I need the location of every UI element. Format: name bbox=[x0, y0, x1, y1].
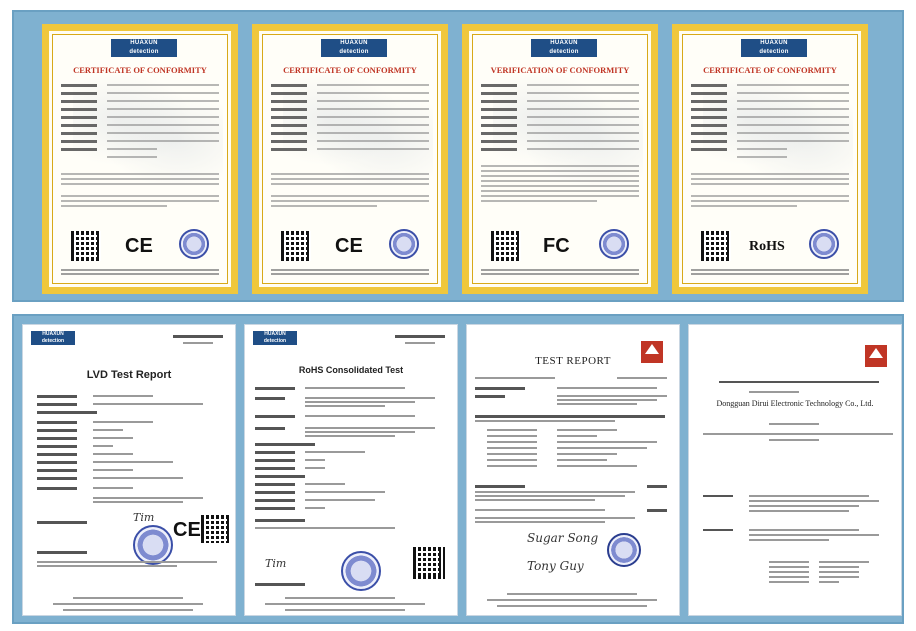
certificates-panel bbox=[12, 10, 904, 302]
seal-stamp-icon bbox=[133, 525, 173, 565]
seal-stamp-icon bbox=[607, 533, 641, 567]
emc-application-report bbox=[688, 324, 902, 616]
qr-code-icon bbox=[413, 547, 445, 579]
alpha-logo-icon bbox=[865, 345, 887, 367]
certificate-fields bbox=[481, 81, 639, 153]
certificate-fields bbox=[61, 81, 219, 161]
seal-stamp-icon bbox=[389, 229, 419, 259]
huaxun-logo: HUAXUN detection bbox=[31, 331, 75, 345]
test-report bbox=[466, 324, 680, 616]
lvd-test-report bbox=[22, 324, 236, 616]
qr-code-icon bbox=[71, 231, 101, 261]
certificate-title: VERIFICATION OF CONFORMITY bbox=[490, 65, 630, 75]
rohs-consolidated-test-report bbox=[244, 324, 458, 616]
certificate-fields bbox=[271, 81, 429, 153]
seal-stamp-icon bbox=[341, 551, 381, 591]
certificate-footer bbox=[481, 267, 639, 277]
seal-stamp-icon bbox=[809, 229, 839, 259]
certificate-inner-border bbox=[262, 34, 438, 284]
huaxun-logo: HUAXUN detection bbox=[741, 39, 807, 57]
signature: Sugar Song bbox=[527, 531, 599, 545]
ce-mark-icon: CE bbox=[335, 235, 363, 257]
certificate-ce-lvd bbox=[252, 24, 448, 294]
report-title: TEST REPORT bbox=[535, 355, 611, 367]
report-title: LVD Test Report bbox=[86, 369, 172, 381]
signature: Tim bbox=[133, 511, 155, 524]
huaxun-logo: HUAXUN detection bbox=[531, 39, 597, 57]
certificate-title: CERTIFICATE OF CONFORMITY bbox=[283, 65, 417, 75]
certificate-title: CERTIFICATE OF CONFORMITY bbox=[73, 65, 207, 75]
qr-code-icon bbox=[281, 231, 311, 261]
certificate-fcc bbox=[462, 24, 658, 294]
certificate-rohs bbox=[672, 24, 868, 294]
certificate-inner-border bbox=[52, 34, 228, 284]
rohs-mark-icon: RoHS bbox=[749, 239, 785, 254]
qr-code-icon bbox=[201, 515, 229, 543]
reports-panel bbox=[12, 314, 904, 624]
certificate-inner-border bbox=[682, 34, 858, 284]
qr-code-icon bbox=[701, 231, 731, 261]
certificate-title: CERTIFICATE OF CONFORMITY bbox=[703, 65, 837, 75]
certificate-inner-border bbox=[472, 34, 648, 284]
fcc-mark-icon: FC bbox=[543, 235, 570, 257]
report-title: RoHS Consolidated Test bbox=[298, 365, 404, 375]
certificate-footer bbox=[61, 267, 219, 277]
huaxun-logo: HUAXUN detection bbox=[253, 331, 297, 345]
huaxun-logo: HUAXUN detection bbox=[321, 39, 387, 57]
seal-stamp-icon bbox=[599, 229, 629, 259]
ce-mark-icon: CE bbox=[125, 235, 153, 257]
qr-code-icon bbox=[491, 231, 521, 261]
ce-mark-icon: CE bbox=[173, 519, 201, 541]
applicant-name: Dongguan Dirui Electronic Technology Co., Ltd. bbox=[716, 399, 874, 408]
signature: Tony Guy bbox=[527, 559, 584, 573]
huaxun-logo: HUAXUN detection bbox=[111, 39, 177, 57]
certificate-fields bbox=[691, 81, 849, 161]
seal-stamp-icon bbox=[179, 229, 209, 259]
alpha-logo-icon bbox=[641, 341, 663, 363]
certificate-ce-emc bbox=[42, 24, 238, 294]
signature: Tim bbox=[265, 557, 287, 570]
certificate-footer bbox=[691, 267, 849, 277]
certificate-footer bbox=[271, 267, 429, 277]
